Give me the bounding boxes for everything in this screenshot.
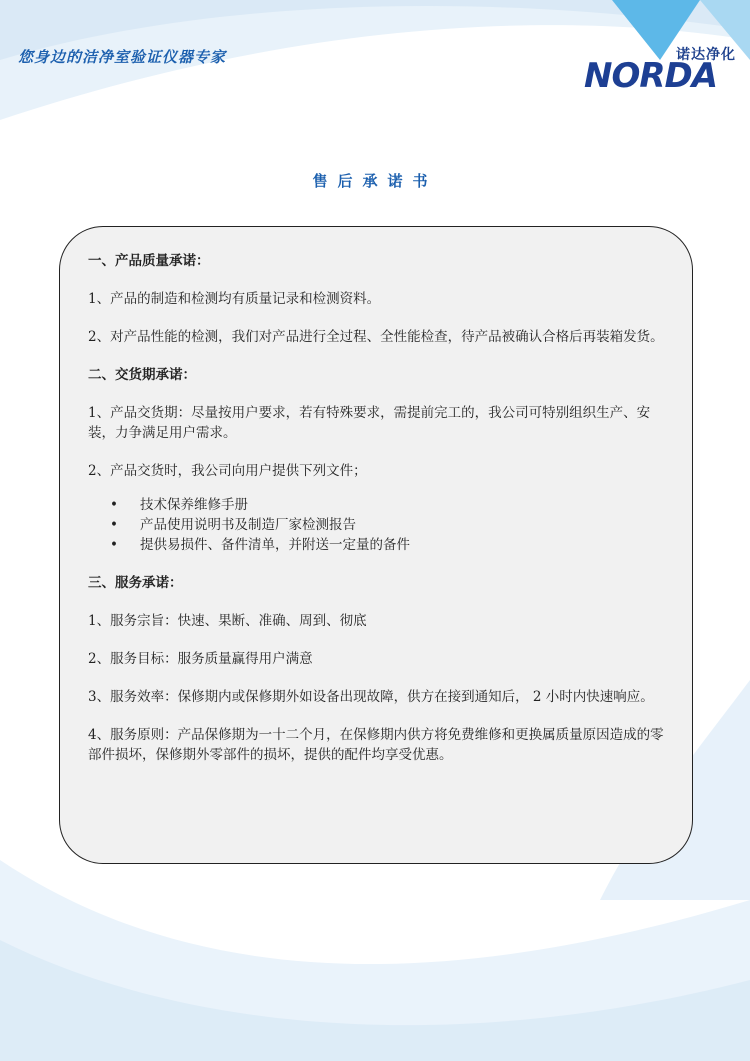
paragraph: 2、产品交货时，我公司向用户提供下列文件； — [88, 463, 367, 479]
paragraph: 2、对产品性能的检测，我们对产品进行全过程、全性能检查，待产品被确认合格后再装箱发货。 — [88, 329, 664, 345]
content-panel — [59, 226, 693, 864]
list-item: • 产品使用说明书及制造厂家检测报告 — [110, 517, 356, 533]
norda-logo — [584, 44, 744, 96]
document-title: 售后承诺书 — [312, 172, 438, 190]
list-item: • 提供易损件、备件清单，并附送一定量的备件 — [110, 537, 410, 553]
bullet-icon: • — [110, 517, 118, 533]
document-list — [88, 495, 664, 555]
logo-chinese-text: 诺达净化 — [676, 47, 736, 63]
paragraph: 2、服务目标：服务质量赢得用户满意 — [88, 651, 313, 667]
paragraph: 4、服务原则：产品保修期为一十二个月，在保修期内供方将免费维修和更换属质量原因造成的零部件损坏，保修期外零部件的损坏，提供的配件均享受优惠。 — [88, 727, 664, 763]
bullet-icon: • — [110, 537, 118, 553]
section-heading-quality: 一、产品质量承诺： — [88, 253, 210, 269]
company-tagline: 您身边的洁净室验证仪器专家 — [18, 48, 227, 66]
paragraph: 1、服务宗旨：快速、果断、准确、周到、彻底 — [88, 613, 367, 629]
logo-english-text: NORDA — [584, 56, 718, 96]
section-heading-service: 三、服务承诺： — [88, 575, 183, 591]
paragraph: 1、产品交货期：尽量按用户要求，若有特殊要求，需提前完工的，我公司可特别组织生产、安装，力争满足用户需求。 — [88, 405, 651, 441]
list-item: • 技术保养维修手册 — [110, 497, 248, 513]
section-heading-delivery: 二、交货期承诺： — [88, 367, 196, 383]
paragraph: 1、产品的制造和检测均有质量记录和检测资料。 — [88, 291, 381, 307]
bullet-icon: • — [110, 497, 118, 513]
paragraph: 3、服务效率：保修期内或保修期外如设备出现故障，供方在接到通知后， 2 小时内快速响应。 — [88, 689, 654, 705]
